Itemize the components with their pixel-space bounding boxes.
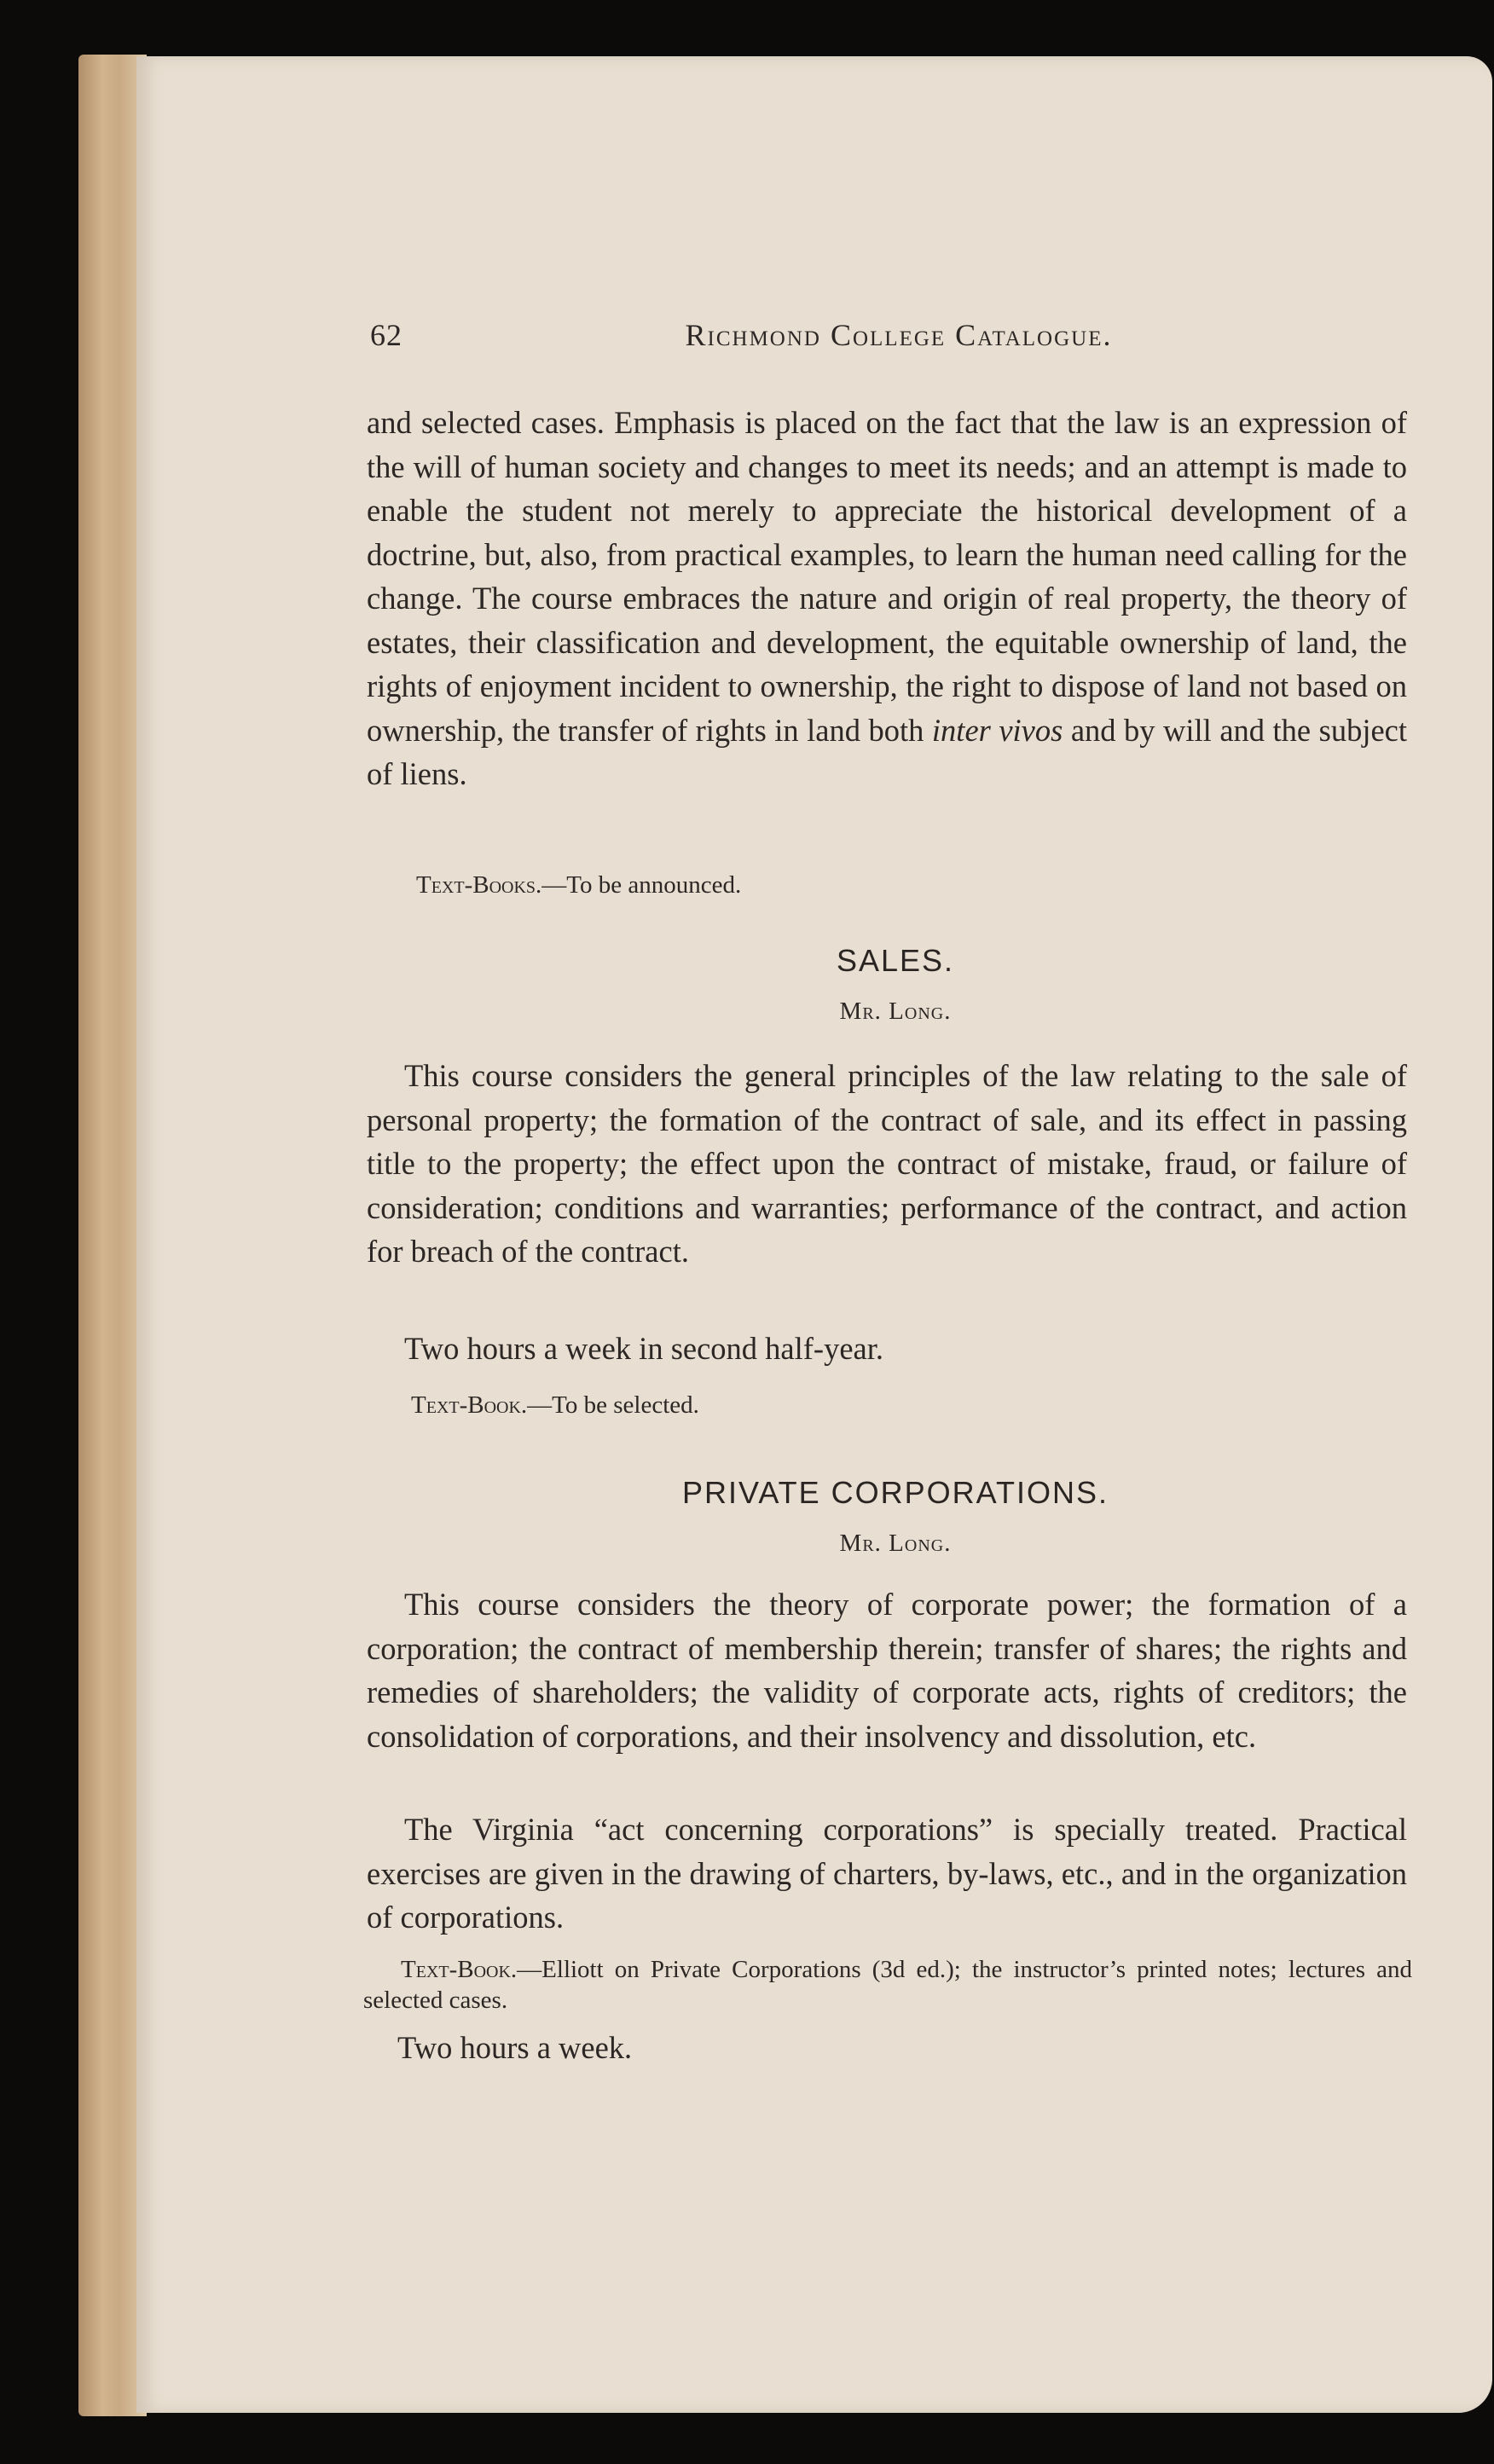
intro-text-start: and selected cases. Emphasis is placed on the fact that the law is an expression of the will of human society and changes to meet its needs; and an attempt is made to enable the student not merely to appreciate the historical development of a doctrine, but, also, from practical examples, to learn the human need calling for the change. The course embraces the nature and origin of real property, the theory of estates, their classification and development, the equitable ownership of land, the rights of enjoyment incident to ownership, the right to dispose of land not based on ownership, the transfer of rights in land both <box>367 405 1407 748</box>
sales-instructor: Mr. Long. <box>839 998 952 1025</box>
sales-paragraph: This course considers the general principles of the law relating to the sale of personal property; the formation of the contract of sale, and its effect in passing title to the property; the effect upon the contract of mistake, fraud, or failure of consideration; conditions and warranties; performance of the contract, and action for breach of the contract. <box>367 1058 1407 1269</box>
private-corporations-textbook-value: —Elliott on Private Corporations (3d ed.); the instructor’s printed notes; lectures and selected cases. <box>363 1956 1412 2014</box>
sales-textbook-value: —To be selected. <box>527 1391 699 1419</box>
private-corporations-instructor: Mr. Long. <box>839 1530 952 1557</box>
intro-italic-phrase: inter vivos <box>931 712 1063 748</box>
intro-textbooks <box>416 870 1465 900</box>
textbooks-label: Text-Books. <box>416 871 542 899</box>
running-title: Richmond College Catalogue. <box>685 318 1113 352</box>
sales-title: SALES. <box>836 943 955 978</box>
private-corporations-textbook <box>363 1954 1412 2016</box>
sales-textbook-label: Text-Book. <box>411 1391 528 1419</box>
private-corporations-title: PRIVATE CORPORATIONS. <box>681 1475 1109 1510</box>
page-header <box>370 317 1427 360</box>
private-corporations-hours: Two hours a week. <box>397 2030 633 2065</box>
textbooks-value: —To be announced. <box>541 871 742 899</box>
intro-text-end: and by will and the subject of liens. <box>367 712 1407 791</box>
page-number: 62 <box>370 318 402 352</box>
sales-textbook <box>411 1390 1460 1420</box>
intro-paragraph <box>367 401 1407 796</box>
private-corporations-paragraph-1: This course considers the theory of corporate power; the formation of a corporation; the contract of membership therein; transfer of shares; the rights and remedies of shareholders; the validity of corporate acts, rights of creditors; the consolidation of corporations, and their insolvency and dissolution, etc. <box>367 1587 1407 1754</box>
sales-hours: Two hours a week in second half-year. <box>404 1331 883 1366</box>
private-corporations-paragraph-2: The Virginia “act concerning corporations” is specially treated. Practical exercises are given in the drawing of charters, by-laws, etc., and in the organization of corporations. <box>367 1812 1407 1935</box>
private-corporations-textbook-label: Text-Book. <box>401 1956 518 1983</box>
